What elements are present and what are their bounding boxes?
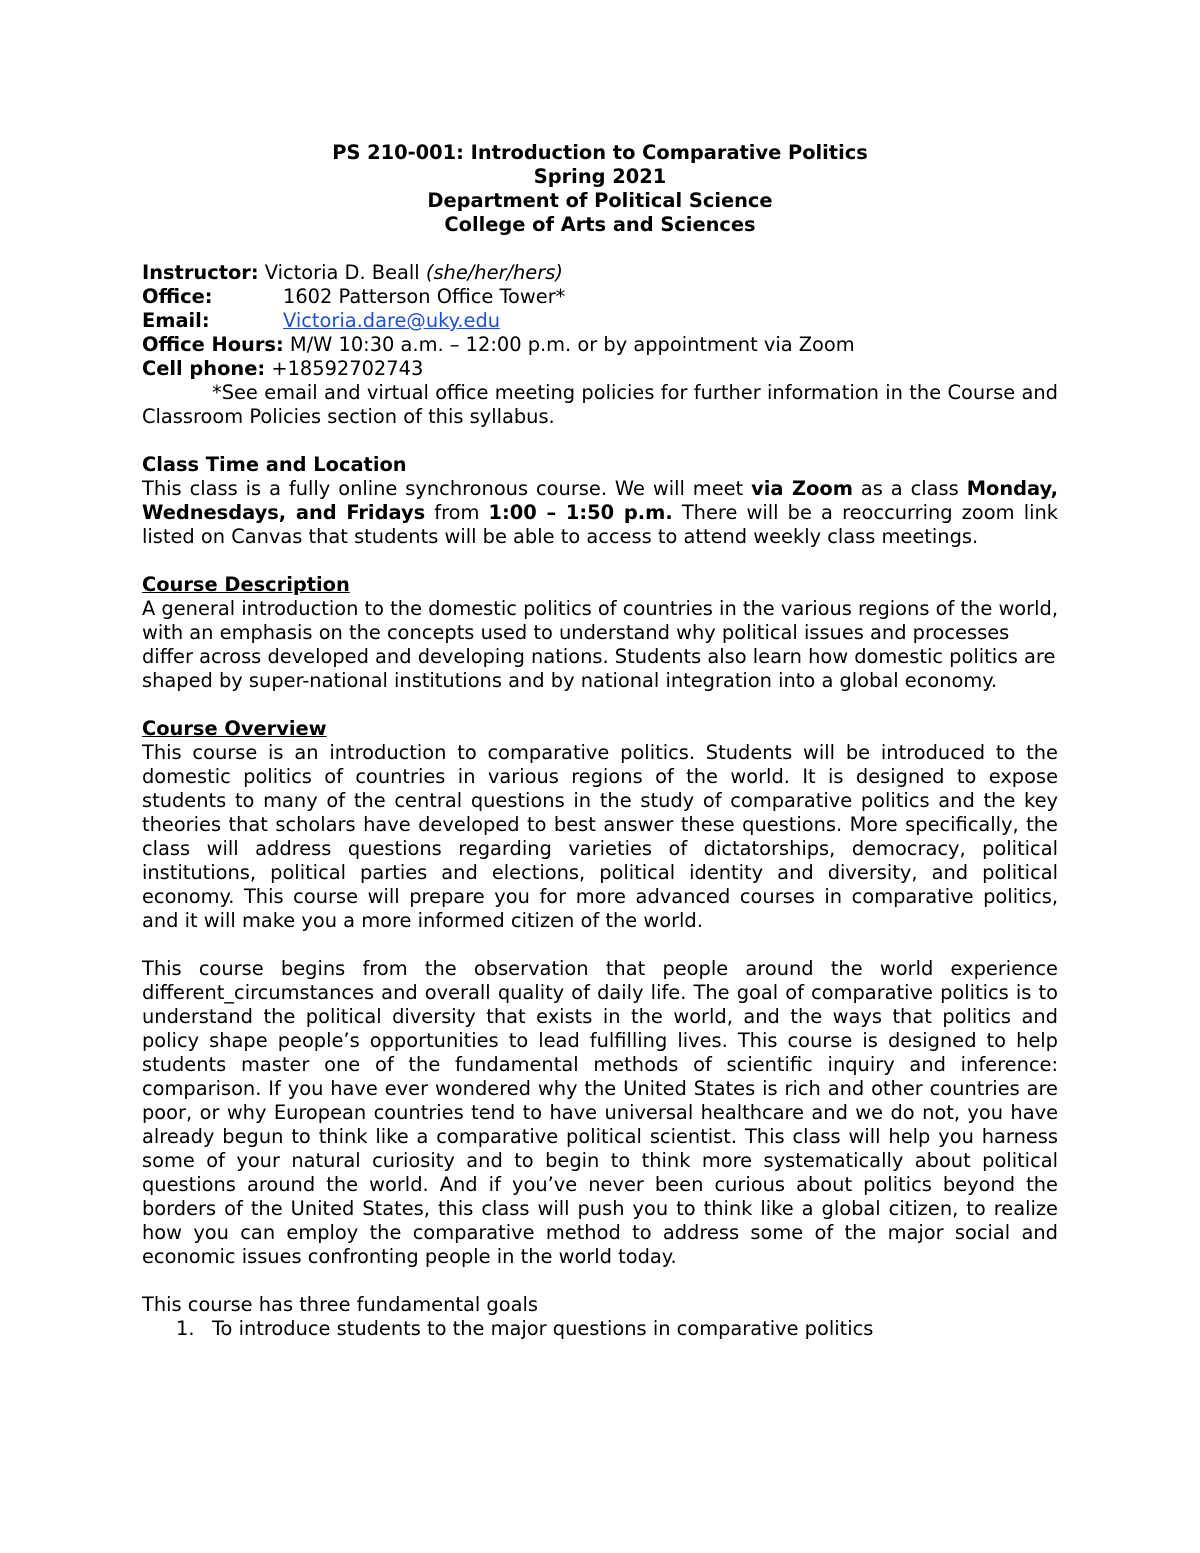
email-link[interactable]: Victoria.dare@uky.edu <box>283 309 501 332</box>
goals-list <box>142 1317 1058 1341</box>
instructor-pronouns: (she/her/hers) <box>425 261 563 284</box>
class-time-bold-time: 1:00 – 1:50 p.m. <box>488 501 673 524</box>
college-name: College of Arts and Sciences <box>444 213 756 236</box>
office-hours-line <box>142 333 1058 357</box>
class-time-bold-zoom: via Zoom <box>751 477 853 500</box>
goal-number: 1. <box>176 1317 195 1340</box>
email-label: Email: <box>142 309 210 332</box>
course-description-heading: Course Description <box>142 573 350 596</box>
class-time-text-1: This class is a fully online synchronous course. We will meet <box>142 477 752 500</box>
course-description-text: A general introduction to the domestic politics of countries in the various regions of the world, with an emphasis on the concepts used to understand why political issues and processes differ across developed and developing nations. Students also learn how domestic politics are shaped by super-national institutions and by national integration into a global economy. <box>142 597 1058 692</box>
class-time-text <box>142 477 1058 549</box>
class-time-text-4: There will be a reoccurring zoom link listed on Canvas that students will be able to access to attend weekly class meetings. <box>142 501 1058 548</box>
instructor-line <box>142 261 1058 285</box>
course-overview-section <box>142 717 1058 1341</box>
contact-block <box>142 261 1058 429</box>
title-block <box>142 141 1058 237</box>
office-hours-label: Office Hours: <box>142 333 284 356</box>
office-value: 1602 Patterson Office Tower* <box>283 285 566 308</box>
list-item <box>142 1317 1058 1341</box>
goals-intro: This course has three fundamental goals <box>142 1293 538 1316</box>
course-overview-heading: Course Overview <box>142 717 327 740</box>
phone-line <box>142 357 1058 381</box>
office-label: Office: <box>142 285 213 308</box>
class-time-text-3: from <box>425 501 489 524</box>
office-line <box>142 285 1058 309</box>
course-description-section <box>142 573 1058 693</box>
instructor-label: Instructor: <box>142 261 259 284</box>
course-term: Spring 2021 <box>533 165 667 188</box>
overview-paragraph-2: This course begins from the observation that people around the world experience different_circumstances and overall quality of daily life. The goal of comparative politics is to understand the political diversity that exists in the world, and the ways that politics and policy shape people’s opportunities to lead fulfilling lives. This course is designed to help students master one of the fundamental methods of scientific inquiry and inference: comparison. If you have ever wondered why the United States is rich and other countries are poor, or why European countries tend to have universal healthcare and we do not, you have already begun to think like a comparative political scientist. This class will help you harness some of your natural curiosity and to begin to think more systematically about political questions around the world. And if you’ve never been curious about politics beyond the borders of the United States, this class will push you to think like a global citizen, to realize how you can employ the comparative method to address some of the major social and economic issues confronting people in the world today. <box>142 957 1058 1268</box>
department-name: Department of Political Science <box>427 189 773 212</box>
class-time-bold-days: Monday, Wednesdays, and Fridays <box>142 477 1058 524</box>
overview-paragraph-1: This course is an introduction to comparative politics. Students will be introduced to the domestic politics of countries in various regions of the world. It is designed to expose students to many of the central questions in the study of comparative politics and the key theories that scholars have developed to best answer these questions. More specifically, the class will address questions regarding varieties of dictatorships, democracy, political institutions, political parties and elections, political identity and diversity, and political economy. This course will prepare you for more advanced courses in comparative politics, and it will make you a more informed citizen of the world. <box>142 741 1058 932</box>
goal-text: To introduce students to the major questions in comparative politics <box>212 1317 874 1340</box>
course-title: PS 210-001: Introduction to Comparative Politics <box>332 141 868 164</box>
policy-note: *See email and virtual office meeting policies for further information in the Course and Classroom Policies section of this syllabus. <box>142 381 1058 428</box>
class-time-text-2: as a class <box>852 477 967 500</box>
syllabus-page <box>142 141 1058 1341</box>
class-time-heading: Class Time and Location <box>142 453 407 476</box>
phone-label: Cell phone: <box>142 357 266 380</box>
class-time-section <box>142 453 1058 549</box>
phone-value: +18592702743 <box>271 357 424 380</box>
instructor-name: Victoria D. Beall <box>264 261 420 284</box>
email-line <box>142 309 1058 333</box>
office-hours-value: M/W 10:30 a.m. – 12:00 p.m. or by appointment via Zoom <box>289 333 855 356</box>
